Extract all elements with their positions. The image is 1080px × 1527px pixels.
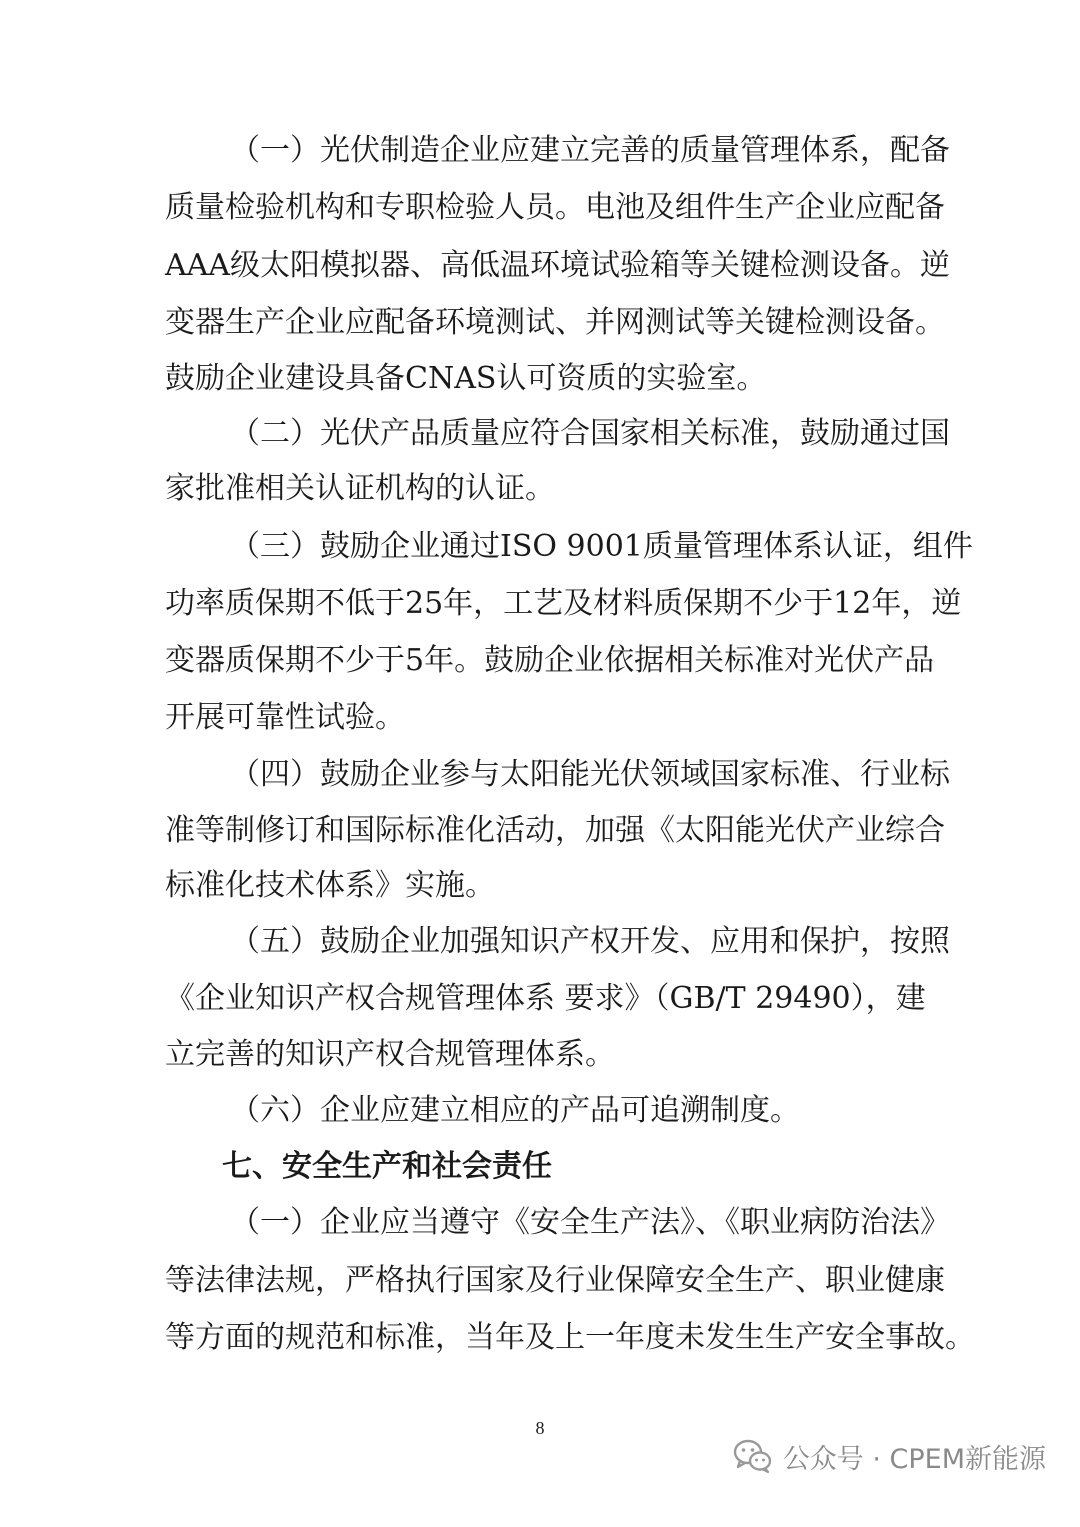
text-line: AAA级太阳模拟器、高低温环境试验箱等关键检测设备。逆 (165, 248, 950, 283)
section-heading: 七、安全生产和社会责任 (222, 1149, 552, 1184)
text-line: 鼓励企业建设具备CNAS认可资质的实验室。 (165, 361, 767, 396)
text-line: 标准化技术体系》实施。 (165, 868, 495, 903)
text-line: 准等制修订和国际标准化活动，加强《太阳能光伏产业综合 (165, 813, 945, 848)
watermark-text: 公众号 · CPEM新能源 (782, 1443, 1046, 1475)
text-line: 《企业知识产权合规管理体系 要求》（GB/T 29490），建 (165, 981, 926, 1016)
text-line: 等方面的规范和标准，当年及上一年度未发生生产安全事故。 (165, 1320, 975, 1355)
text-line: （五）鼓励企业加强知识产权开发、应用和保护，按照 (230, 924, 950, 959)
text-line: 开展可靠性试验。 (165, 700, 405, 735)
text-line: （一）光伏制造企业应建立完善的质量管理体系，配备 (230, 133, 950, 168)
text-line: 变器生产企业应配备环境测试、并网测试等关键检测设备。 (165, 305, 945, 340)
text-line: 立完善的知识产权合规管理体系。 (165, 1037, 615, 1072)
text-line: 功率质保期不低于25年，工艺及材料质保期不少于12年，逆 (165, 586, 962, 621)
page-number: 8 (535, 1418, 545, 1438)
text-line: 质量检验机构和专职检验人员。电池及组件生产企业应配备 (165, 190, 945, 225)
text-line: （三）鼓励企业通过ISO 9001质量管理体系认证，组件 (230, 529, 973, 564)
watermark (733, 1436, 1046, 1476)
text-line: （二）光伏产品质量应符合国家相关标准，鼓励通过国 (230, 416, 950, 451)
text-line: 变器质保期不少于5年。鼓励企业依据相关标准对光伏产品 (165, 643, 935, 678)
text-line: （六）企业应建立相应的产品可追溯制度。 (230, 1093, 800, 1128)
text-line: （一）企业应当遵守《安全生产法》、《职业病防治法》 (230, 1205, 950, 1240)
wechat-icon (733, 1438, 773, 1474)
text-line: （四）鼓励企业参与太阳能光伏领域国家标准、行业标 (230, 757, 950, 792)
text-line: 等法律法规，严格执行国家及行业保障安全生产、职业健康 (165, 1263, 945, 1298)
text-line: 家批准相关认证机构的认证。 (165, 471, 555, 506)
